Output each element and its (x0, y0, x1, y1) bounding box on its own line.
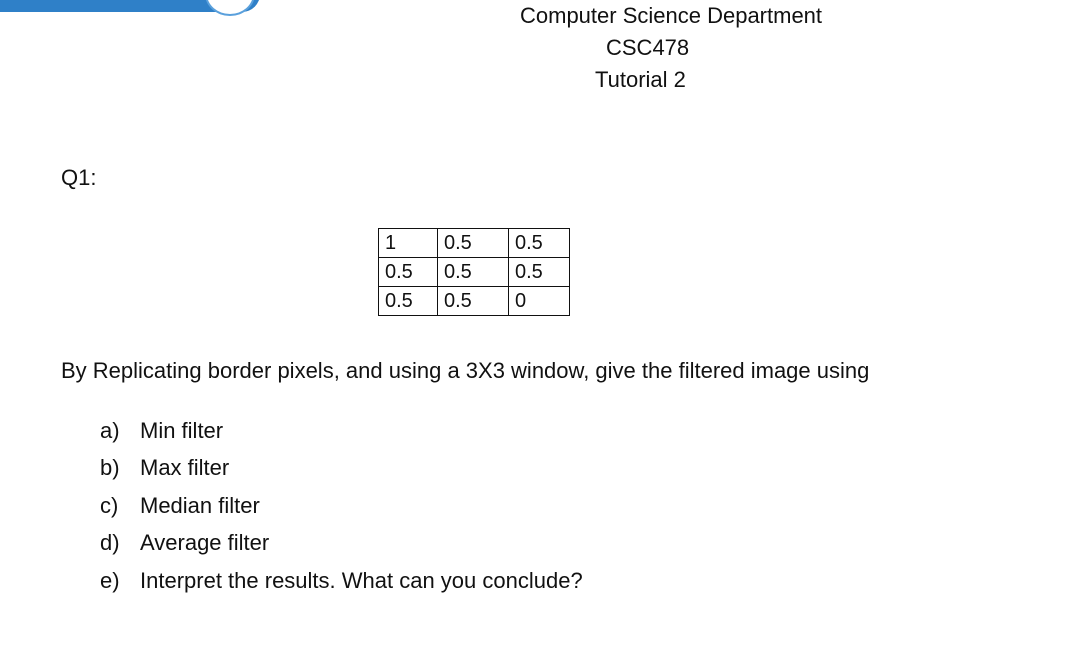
matrix-cell: 0.5 (438, 287, 509, 316)
logo-emblem (205, 0, 255, 16)
option-text: Median filter (140, 492, 260, 518)
option-text: Min filter (140, 417, 224, 443)
option-marker: e) (100, 567, 120, 593)
matrix-cell: 1 (379, 229, 438, 258)
department-title: Computer Science Department (520, 3, 823, 28)
list-item (100, 450, 583, 488)
option-text: Average filter (140, 530, 270, 556)
matrix-table (378, 228, 570, 316)
option-text: Max filter (140, 455, 230, 481)
question-label: Q1: (61, 165, 97, 190)
matrix-row (379, 258, 570, 287)
option-list (100, 412, 583, 600)
image-matrix (378, 228, 570, 316)
course-code: CSC478 (606, 35, 690, 60)
option-marker: c) (100, 492, 119, 518)
list-item (100, 487, 583, 525)
question-instruction: By Replicating border pixels, and using a 3X3 window, give the filtered image using (61, 358, 870, 383)
option-text: Interpret the results. What can you conclude? (140, 567, 583, 593)
option-marker: a) (100, 417, 120, 443)
matrix-row (379, 229, 570, 258)
option-marker: b) (100, 455, 120, 481)
option-marker: d) (100, 530, 120, 556)
list-item (100, 525, 583, 563)
list-item (100, 562, 583, 600)
list-item (100, 412, 583, 450)
matrix-row (379, 287, 570, 316)
matrix-cell: 0.5 (509, 229, 570, 258)
matrix-cell: 0 (509, 287, 570, 316)
matrix-cell: 0.5 (509, 258, 570, 287)
tutorial-title: Tutorial 2 (595, 67, 686, 92)
matrix-cell: 0.5 (379, 258, 438, 287)
matrix-cell: 0.5 (438, 229, 509, 258)
matrix-cell: 0.5 (379, 287, 438, 316)
matrix-cell: 0.5 (438, 258, 509, 287)
university-logo (0, 0, 260, 16)
